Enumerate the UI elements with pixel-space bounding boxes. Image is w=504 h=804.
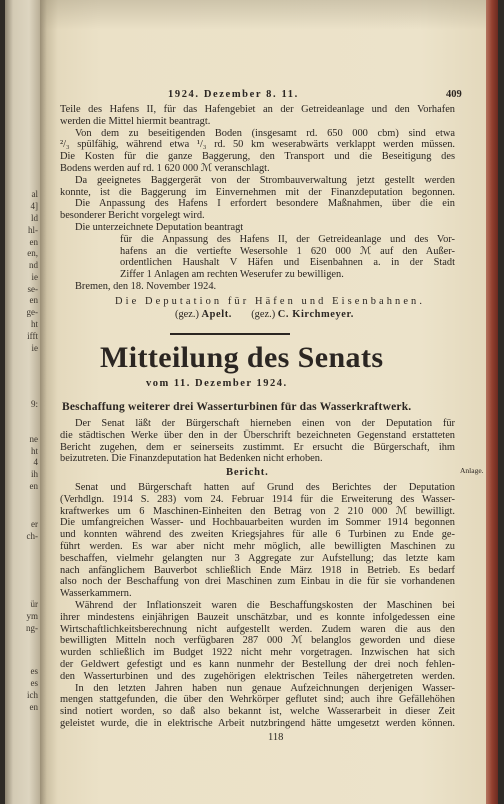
text-line: Die Kosten für die ganze Baggerung, den Transport und die Beseitigung des <box>60 151 455 163</box>
text-line: Wirtschaftlichkeitsberechnung nicht aufgestellt werden. Zudem waren die aus den <box>60 623 455 635</box>
page-number: 409 <box>446 89 462 100</box>
text-line: Da geeignetes Baggergerät von der Strombauverwaltung jetzt gestellt werden <box>75 174 455 186</box>
signature-name: Apelt. <box>201 309 232 320</box>
text-line: besonderer Bericht vorgelegt wird. <box>60 210 205 222</box>
fragment: ch- <box>26 531 38 541</box>
text-line: Teile des Hafens II, für das Hafengebiet an der Getreideanlage und den Vorhafen <box>60 104 455 115</box>
running-title: 1924. Dezember 8. 11. <box>168 89 299 100</box>
text-line: Senat und Bürgerschaft hatten auf Grund des Berichtes der Deputation <box>75 482 455 493</box>
text-line: also noch der Beschaffung von drei Maschinen zum Einbau in die für sie vorhandenen <box>60 576 455 588</box>
signature-prefix: (gez.) <box>175 309 199 320</box>
signatory: Die Deputation für Häfen und Eisenbahnen. <box>115 296 426 307</box>
motion-line: ordentlichen Haushalt V Häfen und Eisenbahnen a. in der Stadt <box>120 257 455 269</box>
text-line: beschaffen, vielmehr gelangten nur 3 Aggregate zur Aufstellung; das letzte kam <box>60 552 455 564</box>
text-line: Die umfangreichen Wasser- und Hochbauarbeiten wurden im Sommer 1914 begonnen <box>60 517 455 529</box>
report-heading: Bericht. <box>226 467 269 478</box>
report-body <box>60 482 455 730</box>
book-edge <box>486 0 498 804</box>
fragment: en <box>29 702 38 712</box>
fragment: er <box>31 519 38 529</box>
signature-mark: 118 <box>268 732 284 743</box>
text-line: geleistet wurde, die in elektrische Arbeit nutzbringend hätte umgesetzt werden können. <box>60 717 455 729</box>
text-line: Der Senat läßt der Bürgerschaft hierneben einen von der Deputation für <box>75 418 455 429</box>
fragment: ne <box>29 434 38 444</box>
fragment: en <box>29 481 38 491</box>
text-line: Während der Inflationszeit waren die Beschaffungskosten der Maschinen bei <box>75 599 455 611</box>
fragment: 9: <box>30 399 38 409</box>
margin-note: Anlage. <box>460 466 484 475</box>
text-line: den Wasserturbinen und des zugehörigen elektrischen Teiles nähergetreten werden. <box>60 670 455 682</box>
subject-heading: Beschaffung weiterer drei Wasserturbinen für das Wasserkraftwerk. <box>62 401 412 413</box>
fragment: ym <box>26 611 38 621</box>
fragment: al <box>31 189 38 199</box>
motion-line: hafens an die vertiefte Wesersohle 1 620 000 ℳ auf den Außer- <box>120 245 455 257</box>
fragment: ie <box>31 343 38 353</box>
fragment: ifft <box>27 331 38 341</box>
page-top-shade <box>40 0 488 30</box>
section-divider <box>170 333 290 335</box>
text-line: mengen stattgefunden, die über den Wehrkörper geflutet sind; auch ihre Gefällehöhen <box>60 694 455 706</box>
text-line: kraftwerkes um 6 Maschinen-Einheiten den Betrag von 2 210 000 ℳ bewilligt. <box>60 505 455 517</box>
text-line: bewilligten Mitteln noch verfügbaren 287 000 ℳ belanglos geworden und diese <box>60 635 455 647</box>
motion-line: Ziffer 1 Anlagen am rechten Weserufer zu bewilligen. <box>120 269 344 281</box>
text-line: wurden schließlich im Budget 1922 nicht mehr vorgetragen. Inzwischen hat sich <box>60 647 455 659</box>
date-line: Bremen, den 18. November 1924. <box>75 280 217 292</box>
text-line: werden die Mittel hiermit beantragt. <box>60 115 211 127</box>
fragment: se- <box>27 284 38 294</box>
text-line: Bericht zugehen, dem er seinerseits zustimmt. Er ersucht die Bürgerschaft, ihm <box>60 441 455 453</box>
fragment: es <box>30 678 38 688</box>
document-title: Mitteilung des Senats <box>100 341 384 374</box>
motion-line: für die Anpassung des Hafens II, der Getreideanlage und des Vor- <box>120 233 455 245</box>
fragment: en, <box>27 248 38 258</box>
fragment: en <box>29 237 38 247</box>
fragment: ih <box>30 469 38 479</box>
text-line: Von dem zu beseitigenden Boden (insgesamt rd. 650 000 cbm) sind etwa <box>75 127 455 139</box>
fragment: nd <box>29 260 38 270</box>
intro-paragraph <box>60 418 455 465</box>
text-line: Die Anpassung des Hafens I erfordert besondere Maßnahmen, über die ein <box>75 198 455 210</box>
fragment: ge- <box>26 307 38 317</box>
fragment: en <box>29 295 38 305</box>
fragment: ht <box>30 446 38 456</box>
fragment: ie <box>31 272 38 282</box>
signature-prefix: (gez.) <box>251 309 276 320</box>
fragment: ng- <box>26 623 38 633</box>
text-line: Die unterzeichnete Deputation beantragt <box>75 221 244 233</box>
signatures <box>175 309 354 320</box>
text-line: In den letzten Jahren haben nun genaue Aufzeichnungen derjenigen Wasser- <box>75 682 455 694</box>
text-line: ²/₃ spülfähig, während etwa ¹/₃ rd. 50 km weserabwärts verklappt werden müssen. <box>60 139 455 151</box>
text-line: der Geldwert gefestigt und es kann nunmehr der Bestellung der drei noch fehlen- <box>60 658 455 670</box>
fragment: ür <box>30 599 38 609</box>
fragment: 4] <box>30 201 38 211</box>
text-line: führt werden. Es war aber nicht mehr möglich, alle bewilligten Maschinen zu <box>60 540 455 552</box>
fragment: ich <box>27 690 38 700</box>
text-line: (Verhdlgn. 1914 S. 283) vom 24. Februar 1914 für die Erweiterung des Wasser- <box>60 493 455 505</box>
text-line: konnte, ist die Baggerung im Einvernehmen mit der Finanzdeputation begonnen. <box>60 186 455 198</box>
text-line: Bodens werden auf rd. 1 620 000 ℳ veranschlagt. <box>60 162 270 174</box>
signature-name: C. Kirchmeyer. <box>277 309 354 320</box>
harbour-report-text <box>60 104 455 293</box>
fragment: 4 <box>33 457 38 467</box>
fragment: es <box>30 666 38 676</box>
text-line: nach anfänglichem Bauverbot schließlich Ende März 1918 in Betrieb. Es bedarf <box>60 564 455 576</box>
fragment: hl- <box>28 225 38 235</box>
text-line: Wasserkammern. <box>60 588 132 600</box>
text-line: sind notiert worden, so daß also bekannt ist, welche Wasserarbeit in dieser Zeit <box>60 706 455 718</box>
document-date: vom 11. Dezember 1924. <box>146 378 288 389</box>
text-line: die städtischen Werke über den in der Überschrift bezeichneten Gegenstand erstatteten <box>60 429 455 441</box>
text-line: ihrer mindestens einjährigen Bauzeit unschätzbar, und es konnte infolgedessen eine <box>60 611 455 623</box>
fragment: ld <box>30 213 38 223</box>
text-line: beizutreten. Die Finanzdeputation hat Bedenken nicht erhoben. <box>60 453 323 465</box>
text-line: und konnten während des zweiten Kriegsjahres für alle 6 Turbinen zu Ende ge- <box>60 529 455 541</box>
fragment: ht <box>30 319 38 329</box>
